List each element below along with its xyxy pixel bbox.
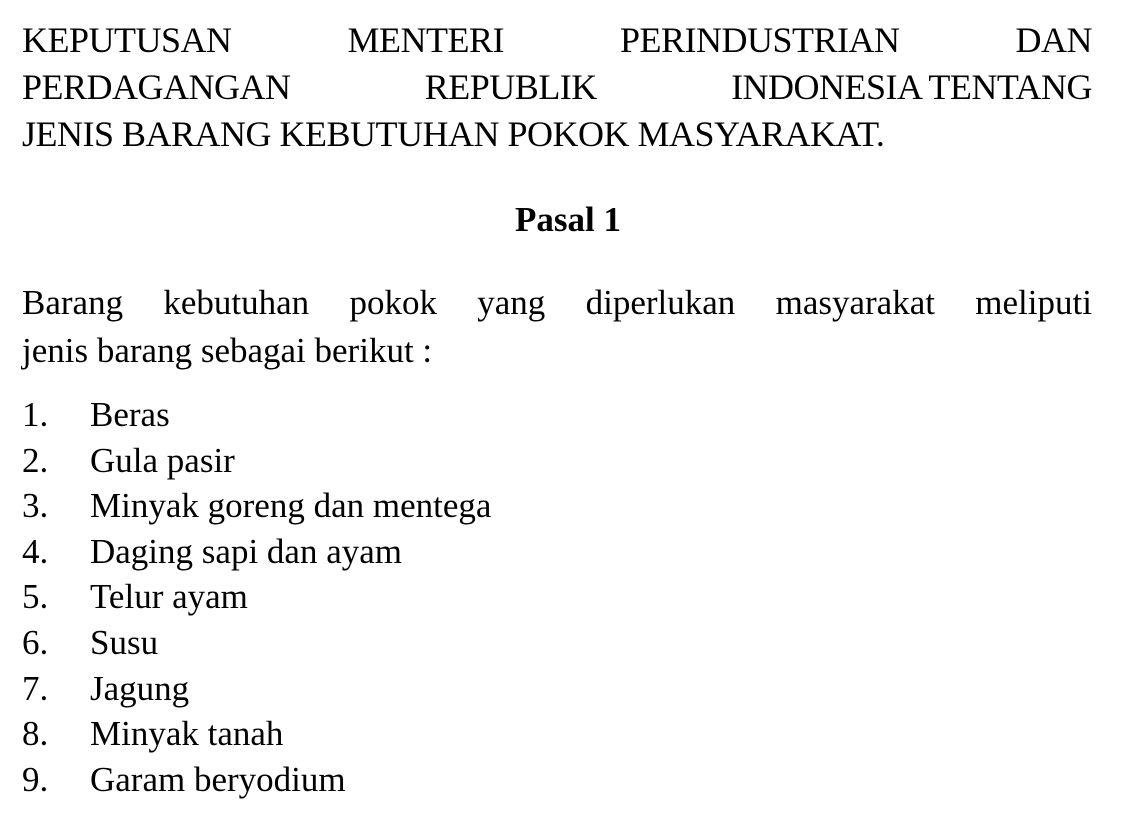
title-word: PERINDUSTRIAN: [619, 20, 900, 60]
list-text: Daging sapi dan ayam: [90, 531, 402, 571]
list-item: [22, 392, 491, 438]
list-item: [22, 666, 491, 712]
goods-list: [22, 392, 491, 802]
title-word: KEPUTUSAN: [22, 20, 232, 60]
intro-word: kebutuhan: [163, 283, 310, 322]
list-item: [22, 574, 491, 620]
intro-word: meliputi: [975, 283, 1092, 322]
title-word: INDONESIA TENTANG: [731, 67, 1092, 107]
list-item: [22, 438, 491, 484]
title-word: DAN: [1015, 20, 1092, 60]
intro-word: masyarakat: [775, 283, 935, 322]
list-number: 8.: [22, 714, 49, 754]
list-number: 3.: [22, 486, 49, 526]
list-text: Beras: [90, 395, 170, 434]
title-word: PERDAGANGAN: [22, 67, 291, 107]
list-item: [22, 711, 491, 757]
article-heading: Pasal 1: [515, 200, 621, 239]
intro-word: pokok: [349, 283, 437, 322]
list-number: 6.: [22, 622, 49, 662]
list-item: [22, 483, 491, 529]
list-text: Telur ayam: [90, 577, 248, 617]
title-word: REPUBLIK: [424, 67, 597, 107]
title-line-2: [22, 64, 1092, 111]
list-item: [22, 620, 491, 666]
list-item: [22, 757, 491, 803]
document-title: [22, 17, 1092, 158]
list-text: Gula pasir: [90, 440, 235, 480]
intro-paragraph: [22, 279, 1092, 375]
list-number: 2.: [22, 440, 49, 480]
list-number: 9.: [22, 759, 49, 799]
title-line-1: [22, 17, 1092, 64]
list-item: [22, 529, 491, 575]
title-line-3: [22, 111, 1092, 158]
list-text: Susu: [90, 622, 159, 662]
list-text: Jagung: [90, 668, 190, 708]
intro-word: jenis barang sebagai berikut :: [22, 331, 433, 370]
title-word: JENIS BARANG KEBUTUHAN POKOK MASYARAKAT.: [22, 114, 885, 154]
list-text: Minyak goreng dan mentega: [90, 486, 492, 526]
intro-word: Barang: [22, 283, 124, 322]
title-word: MENTERI: [347, 20, 504, 60]
list-number: 1.: [22, 395, 49, 434]
intro-word: diperlukan: [585, 283, 736, 322]
intro-line-1: [22, 279, 1092, 327]
list-number: 5.: [22, 577, 49, 617]
list-text: Garam beryodium: [90, 759, 346, 799]
list-number: 7.: [22, 668, 49, 708]
intro-word: yang: [477, 283, 546, 322]
list-number: 4.: [22, 531, 49, 571]
list-text: Minyak tanah: [90, 714, 284, 754]
intro-line-2: [22, 327, 1092, 375]
